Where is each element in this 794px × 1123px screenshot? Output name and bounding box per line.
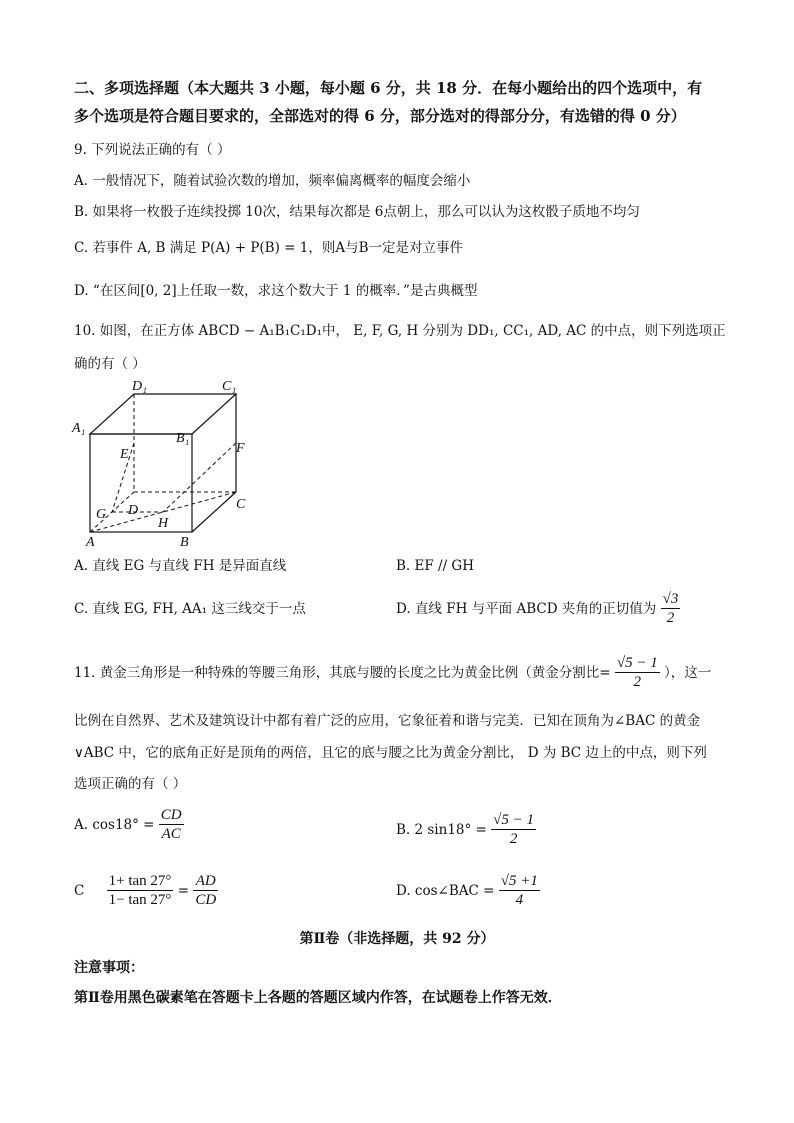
- cube-figure: [70, 378, 260, 550]
- q11-option-c-fraction-right: [193, 872, 218, 909]
- fraction-denominator: AC: [161, 826, 181, 842]
- q11-stem-line1: [74, 654, 711, 691]
- fraction-numerator: 1+ tan 27°: [108, 873, 172, 889]
- part2-title: 第Ⅱ卷（非选择题，共 92 分）: [299, 931, 495, 947]
- notice-text: 第Ⅱ卷用黑色碳素笔在答题卡上各题的答题区域内作答，在试题卷上作答无效．: [74, 990, 562, 1006]
- q11-option-c-label: C: [74, 882, 85, 899]
- q9-option-b: B. 如果将一枚骰子连续投掷 10次，结果每次都是 6点朝上，那么可以认为这枚骰子质地不均匀: [74, 204, 640, 220]
- q11-stem-line3: ∨ABC 中，它的底角正好是顶角的两倍，且它的底与腰之比为黄金分割比， D 为 BC 边上的中点，则下列: [74, 745, 707, 761]
- q11-option-a-fraction: [159, 806, 184, 843]
- section-heading-line2: 多个选项是符合题目要求的，全部选对的得 6 分，部分选对的得部分分，有选错的得 0 分）: [74, 107, 686, 125]
- cube-top-face: [90, 394, 236, 434]
- fraction-numerator: √5 − 1: [616, 655, 658, 671]
- label-d1: D₁: [132, 379, 147, 394]
- fraction-numerator: CD: [160, 807, 182, 823]
- q11-stem-line1-end: ），这一: [664, 664, 712, 681]
- label-a: A: [86, 535, 95, 550]
- label-c1: C₁: [222, 379, 237, 394]
- label-h: H: [158, 516, 169, 531]
- q9-option-c: C. 若事件 A, B 满足 P(A) + P(B) = 1，则A与B一定是对立事件: [74, 240, 464, 256]
- fraction-denominator: 2: [666, 610, 675, 626]
- golden-ratio-fraction: [615, 654, 660, 691]
- q11-stem-line2: 比例在自然界、艺术及建筑设计中都有着广泛的应用，它象征着和谐与完美．已知在顶角为∠BAC 的黄金: [74, 713, 701, 729]
- fraction-denominator: 2: [509, 831, 518, 847]
- q10-option-d-fraction: [661, 590, 681, 627]
- fraction-numerator: √3: [662, 591, 679, 607]
- notice-title: 注意事项：: [74, 960, 144, 976]
- fraction-denominator: 1− tan 27°: [108, 892, 172, 908]
- q11-option-c-fraction-left: [107, 872, 174, 909]
- q10-option-b: B. EF // GH: [396, 558, 474, 574]
- q11-option-b-label: B. 2 sin18° =: [396, 821, 487, 838]
- q9-option-a: A. 一般情况下，随着试验次数的增加，频率偏离概率的幅度会缩小: [74, 173, 471, 189]
- fraction-denominator: 4: [515, 892, 524, 908]
- equals-sign: =: [177, 882, 190, 899]
- q11-stem-line4: 选项正确的有（ ）: [74, 776, 187, 792]
- label-a1: A₁: [72, 421, 86, 436]
- q11-option-d: [396, 872, 540, 909]
- label-d: D: [128, 503, 139, 518]
- q11-stem-line1-text: 11. 黄金三角形是一种特殊的等腰三角形，其底与腰的长度之比为黄金比例（黄金分割比=: [74, 664, 611, 681]
- q10-option-c: C. 直线 EG, FH, AA₁ 这三线交于一点: [74, 601, 306, 617]
- q11-option-a: [74, 806, 184, 843]
- q9-stem: 9. 下列说法正确的有（ ）: [74, 142, 231, 158]
- q11-option-c: [74, 872, 218, 909]
- fraction-denominator: 2: [633, 674, 642, 690]
- fraction-numerator: AD: [193, 872, 218, 891]
- label-e: E: [120, 447, 129, 462]
- label-f: F: [236, 441, 245, 456]
- label-b1: B₁: [176, 431, 190, 446]
- label-c: C: [236, 497, 246, 512]
- q11-option-b: [396, 811, 536, 848]
- q10-option-a: A. 直线 EG 与直线 FH 是异面直线: [74, 558, 287, 574]
- label-g: G: [96, 507, 107, 522]
- q10-option-d: [396, 590, 680, 627]
- q11-option-a-label: A. cos18° =: [74, 816, 155, 833]
- fraction-numerator: √5 +1: [500, 873, 538, 889]
- fraction-denominator: CD: [195, 892, 217, 908]
- q11-option-d-fraction: [499, 872, 540, 909]
- q11-option-b-fraction: [491, 811, 536, 848]
- q10-option-d-text: D. 直线 FH 与平面 ABCD 夹角的正切值为: [396, 600, 657, 617]
- label-b: B: [180, 535, 189, 550]
- fraction-numerator: √5 − 1: [493, 812, 535, 828]
- q10-stem-line1: 10. 如图，在正方体 ABCD − A₁B₁C₁D₁中， E, F, G, H 分别为 DD₁, CC₁, AD, AC 的中点，则下列选项正: [74, 323, 726, 339]
- q11-option-d-label: D. cos∠BAC =: [396, 882, 495, 899]
- q9-option-d: D. “在区间[0, 2]上任取一数，求这个数大于 1 的概率．”是古典概型: [74, 283, 478, 299]
- section-heading-line1: 二、多项选择题（本大题共 3 小题，每小题 6 分，共 18 分．在每小题给出的四个选项中，有: [74, 79, 703, 97]
- q10-stem-line2: 确的有（ ）: [74, 356, 146, 372]
